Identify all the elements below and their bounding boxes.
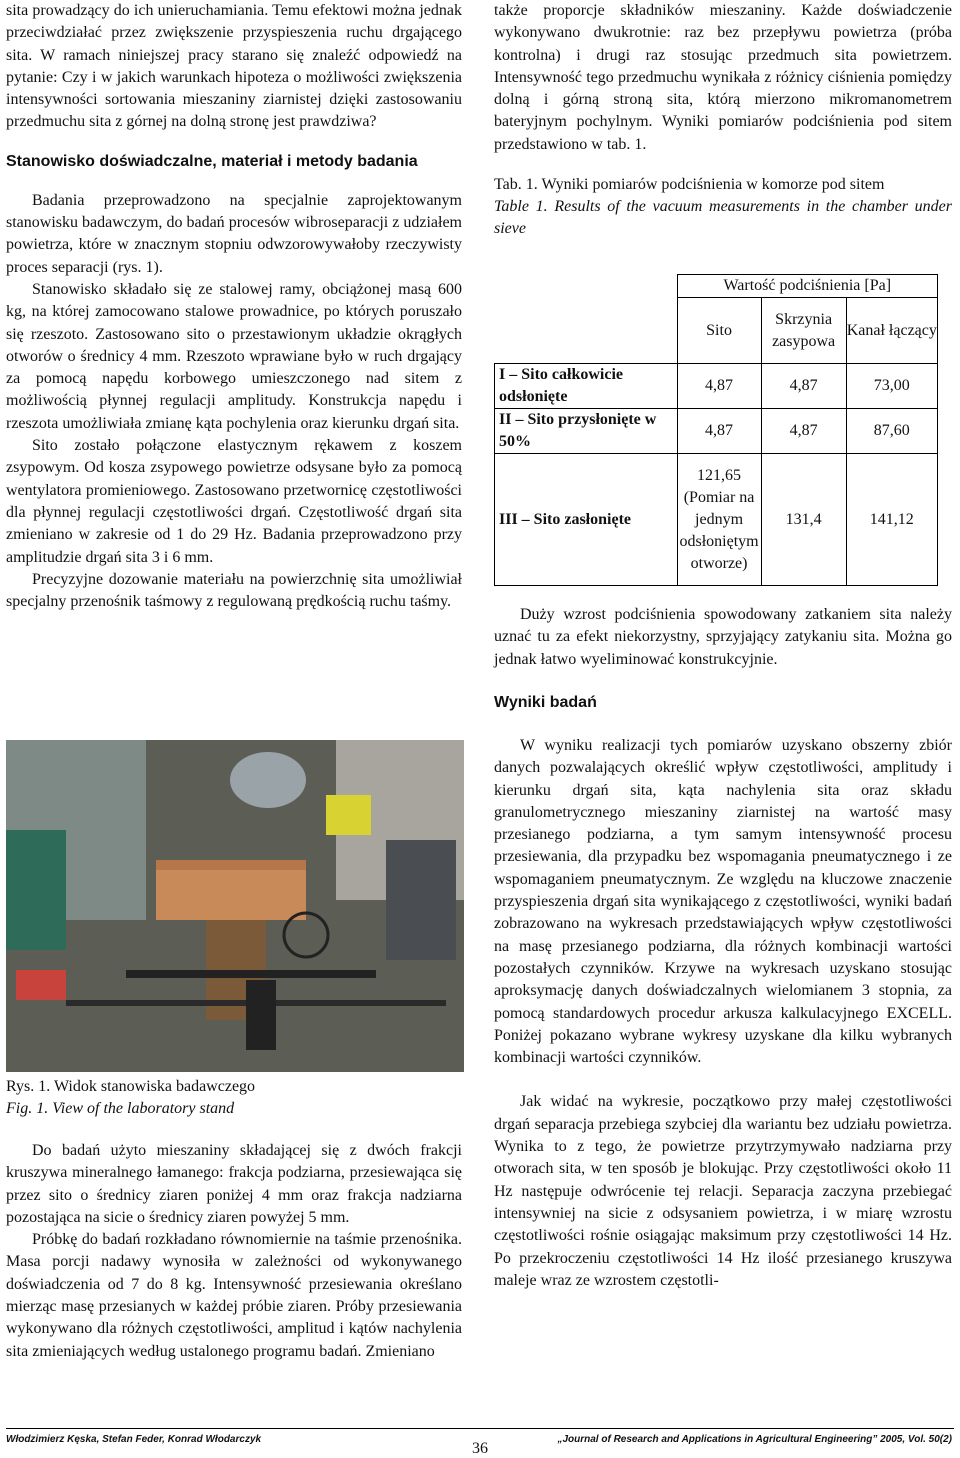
intro-paragraph: sita prowadzący do ich unieruchamiania. Temu efektowi można jednak przeciwdziałać przez zwiększenie przyspieszenia ruchu drgającego sita. W ramach niniejszej pracy starano się znaleźć odpowiedź na pytanie: Czy i w jakich warunkach hipoteza o możliwości zwiększenia intensywności sortowania mieszaniny ziarnistej dzięki zastosowaniu przedmuchu sita z górnej na dolną stronę jest prawdziwa? — [6, 2, 462, 131]
methods-paragraph-2: Stanowisko składało się ze stalowej ramy, obciążonej masą 600 kg, na której zamocowano stalowe prowadnice, po których poruszało się rzeszoto. Zastosowano sito o przestawionym układzie okrągłych otworów o średnicy 4 mm. Rzeszoto wprawiane było w ruch drgający za pomocą napędu korbowego umieszczonego nad sitem z możliwością płynnej regulacji amplitudy. Konstrukcja napędu i rzeszota umożliwiała zmianę kąta pochylenia oraz kierunku drgań sita. — [6, 280, 462, 432]
table-cell: 87,60 — [846, 409, 937, 454]
lab-stand-illustration — [6, 740, 464, 1072]
methods-paragraph-1: Badania przeprowadzono na specjalnie zaprojektowanym stanowisku badawczym, do badań procesów wibroseparacji z udziałem powietrza, które w znacznym stopniu odwzorowywałoby rzeczywisty proces separacji (rys. 1). — [6, 191, 462, 276]
table-row — [495, 409, 938, 454]
table-row-label: II – Sito przysłonięte w 50% — [495, 409, 678, 454]
table-cell: 4,87 — [761, 364, 846, 409]
table-col-header-sito: Sito — [677, 298, 761, 364]
figure-caption-pl: Rys. 1. Widok stanowiska badawczego — [6, 1078, 256, 1095]
table-cell: 4,87 — [677, 364, 761, 409]
lab-stand-photo — [6, 740, 464, 1072]
table-col-header-kanal: Kanał łączący — [846, 298, 937, 364]
right-column — [494, 0, 952, 1292]
vacuum-results-table — [494, 274, 938, 586]
table-cell: 131,4 — [761, 454, 846, 586]
footer-authors: Włodzimierz Kęska, Stefan Feder, Konrad Włodarczyk — [6, 1434, 262, 1445]
footer-rule — [6, 1428, 954, 1429]
table-row-label: III – Sito zasłonięte — [495, 454, 678, 586]
table-corner — [495, 275, 678, 364]
methods-paragraph-3: Sito zostało połączone elastycznym rękawem z koszem zsypowym. Od kosza zsypowego powietrze odsysane było za pomocą wentylatora promieniowego. Zastosowano przetwornicę częstotliwości dla płynnej regulacji częstotliwości drgań. Częstotliwość drgań sita zmieniano w zakresie od 1 do 29 Hz. Badania przeprowadzono przy amplitudzie drgań sita 3 i 6 mm. — [6, 437, 462, 566]
table-cell: 73,00 — [846, 364, 937, 409]
table-cell: 121,65 (Pomiar na jednym odsłoniętym otworze) — [677, 454, 761, 586]
table-cell: 4,87 — [677, 409, 761, 454]
continuation-paragraph: także proporcje składników mieszaniny. Każde doświadczenie wykonywano dwukrotnie: raz bez przepływu powietrza (próba kontrolna) i drugi raz stosując przedmuch sita powietrzem. Intensywność tego przedmuchu wynikała z różnicy ciśnienia pomiędzy dolną i górną stroną sita, którą mierzono mikromanometrem bateryjnym pochylnym. Wyniki pomiarów podciśnienia pod sitem przedstawiono w tab. 1. — [494, 2, 952, 153]
materials-section — [6, 1140, 462, 1363]
table-caption-en: Table 1. Results of the vacuum measurements in the chamber under sieve — [494, 198, 952, 238]
materials-paragraph-2: Próbkę do badań rozkładano równomiernie na taśmie przenośnika. Masa porcji nadawy wynosiła w zależności od wykonywanego doświadczenia od 7 do 8 kg. Intensywność przesiewania określano mierząc masę przesianych w każdej próbie ziaren. Próby przesiewania wykonywano dla różnych częstotliwości, amplitud i kątów nachylenia sita zmieniających według ustalonego programu badań. Zmieniano — [6, 1231, 462, 1360]
table-row — [495, 364, 938, 409]
figure-caption-en: Fig. 1. View of the laboratory stand — [6, 1100, 235, 1117]
results-paragraph-1: W wyniku realizacji tych pomiarów uzyskano obszerny zbiór danych pozwalających określić wpływ częstotliwości, amplitudy i kierunku drgań sita, kąta nachylenia sita oraz składu granulometrycznego mieszaniny ziarnistej na wartość masy przesianego podziarna, a tym samym intensywność procesu przesiewania, dla przypadku bez wspomagania pneumatycznego i ze wspomaganiem pneumatycznym. Ze względu na kluczowe znaczenie przyspieszenia drgań sita wynikającego z częstotliwości, wyniki badań zobrazowano na wykresach przedstawiających wpływ częstotliwości na masę przesianego podziarna, dla różnych kombinacji wartości pozostałych czynników. Krzywe na wykresach uzyskano stosując aproksymację danych doświadczalnych wielomianem 3 stopnia, za pomocą standardowych procedur arkusza kalkulacyjnego EXCELL. Poniżej pokazano wybrane wykresy uzyskane dla kilku wybranych kombinacji wartości czynników. — [494, 736, 952, 1067]
section-heading-results: Wyniki badań — [494, 693, 597, 711]
table-group-header: Wartość podciśnienia [Pa] — [677, 275, 938, 298]
table-cell: 141,12 — [846, 454, 937, 586]
materials-paragraph-1: Do badań użyto mieszaniny składającej się z dwóch frakcji kruszywa mineralnego łamanego: frakcja podziarna, przesiewająca się przez sito o średnicy ziaren poniżej 4 mm oraz frakcja nadziarna pozostająca na sicie o średnicy ziaren powyżej 5 mm. — [6, 1142, 462, 1226]
figure-caption — [6, 1076, 462, 1120]
methods-paragraph-4: Precyzyjne dozowanie materiału na powierzchnię sita umożliwiał specjalny przenośnik taśmowy z regulowaną prędkością ruchu taśmy. — [6, 570, 462, 611]
results-paragraph-2: Jak widać na wykresie, początkowo przy małej częstotliwości drgań separacja przebiega szybciej dla wariantu bez udziału powietrza. Wynika to z tego, że powietrze przytrzymywało nadziarna przy otworach sita, w ten sposób je blokując. Przy częstotliwości około 11 Hz następuje odwrócenie tej relacji. Separacja zaczyna przebiegać intensywniej na sicie z odsysaniem powietrza, i w miarę wzrostu częstotliwości rośnie osiągając maksimum przy częstotliwości 14 Hz. Po przekroczeniu częstotliwości 14 Hz ilość przesianego kruszywa maleje wraz ze wzrostem częstotli- — [494, 1093, 952, 1289]
after-table-paragraph: Duży wzrost podciśnienia spowodowany zatkaniem sita należy uznać tu za efekt niekorzystny, sprzyjający zatykaniu sita. Można go jednak łatwo wyeliminować konstrukcyjnie. — [494, 606, 952, 668]
table-row-label: I – Sito całkowicie odsłonięte — [495, 364, 678, 409]
page-number: 36 — [472, 1440, 488, 1457]
section-heading-methods: Stanowisko doświadczalne, materiał i metody badania — [6, 152, 418, 170]
table-row — [495, 454, 938, 586]
table-col-header-skrzynia: Skrzynia zasypowa — [761, 298, 846, 364]
table-caption-pl: Tab. 1. Wyniki pomiarów podciśnienia w komorze pod sitem — [494, 176, 885, 194]
table-cell: 4,87 — [761, 409, 846, 454]
left-column — [6, 0, 462, 613]
footer-journal: „Journal of Research and Applications in Agricultural Engineering” 2005, Vol. 50(2) — [557, 1434, 952, 1445]
